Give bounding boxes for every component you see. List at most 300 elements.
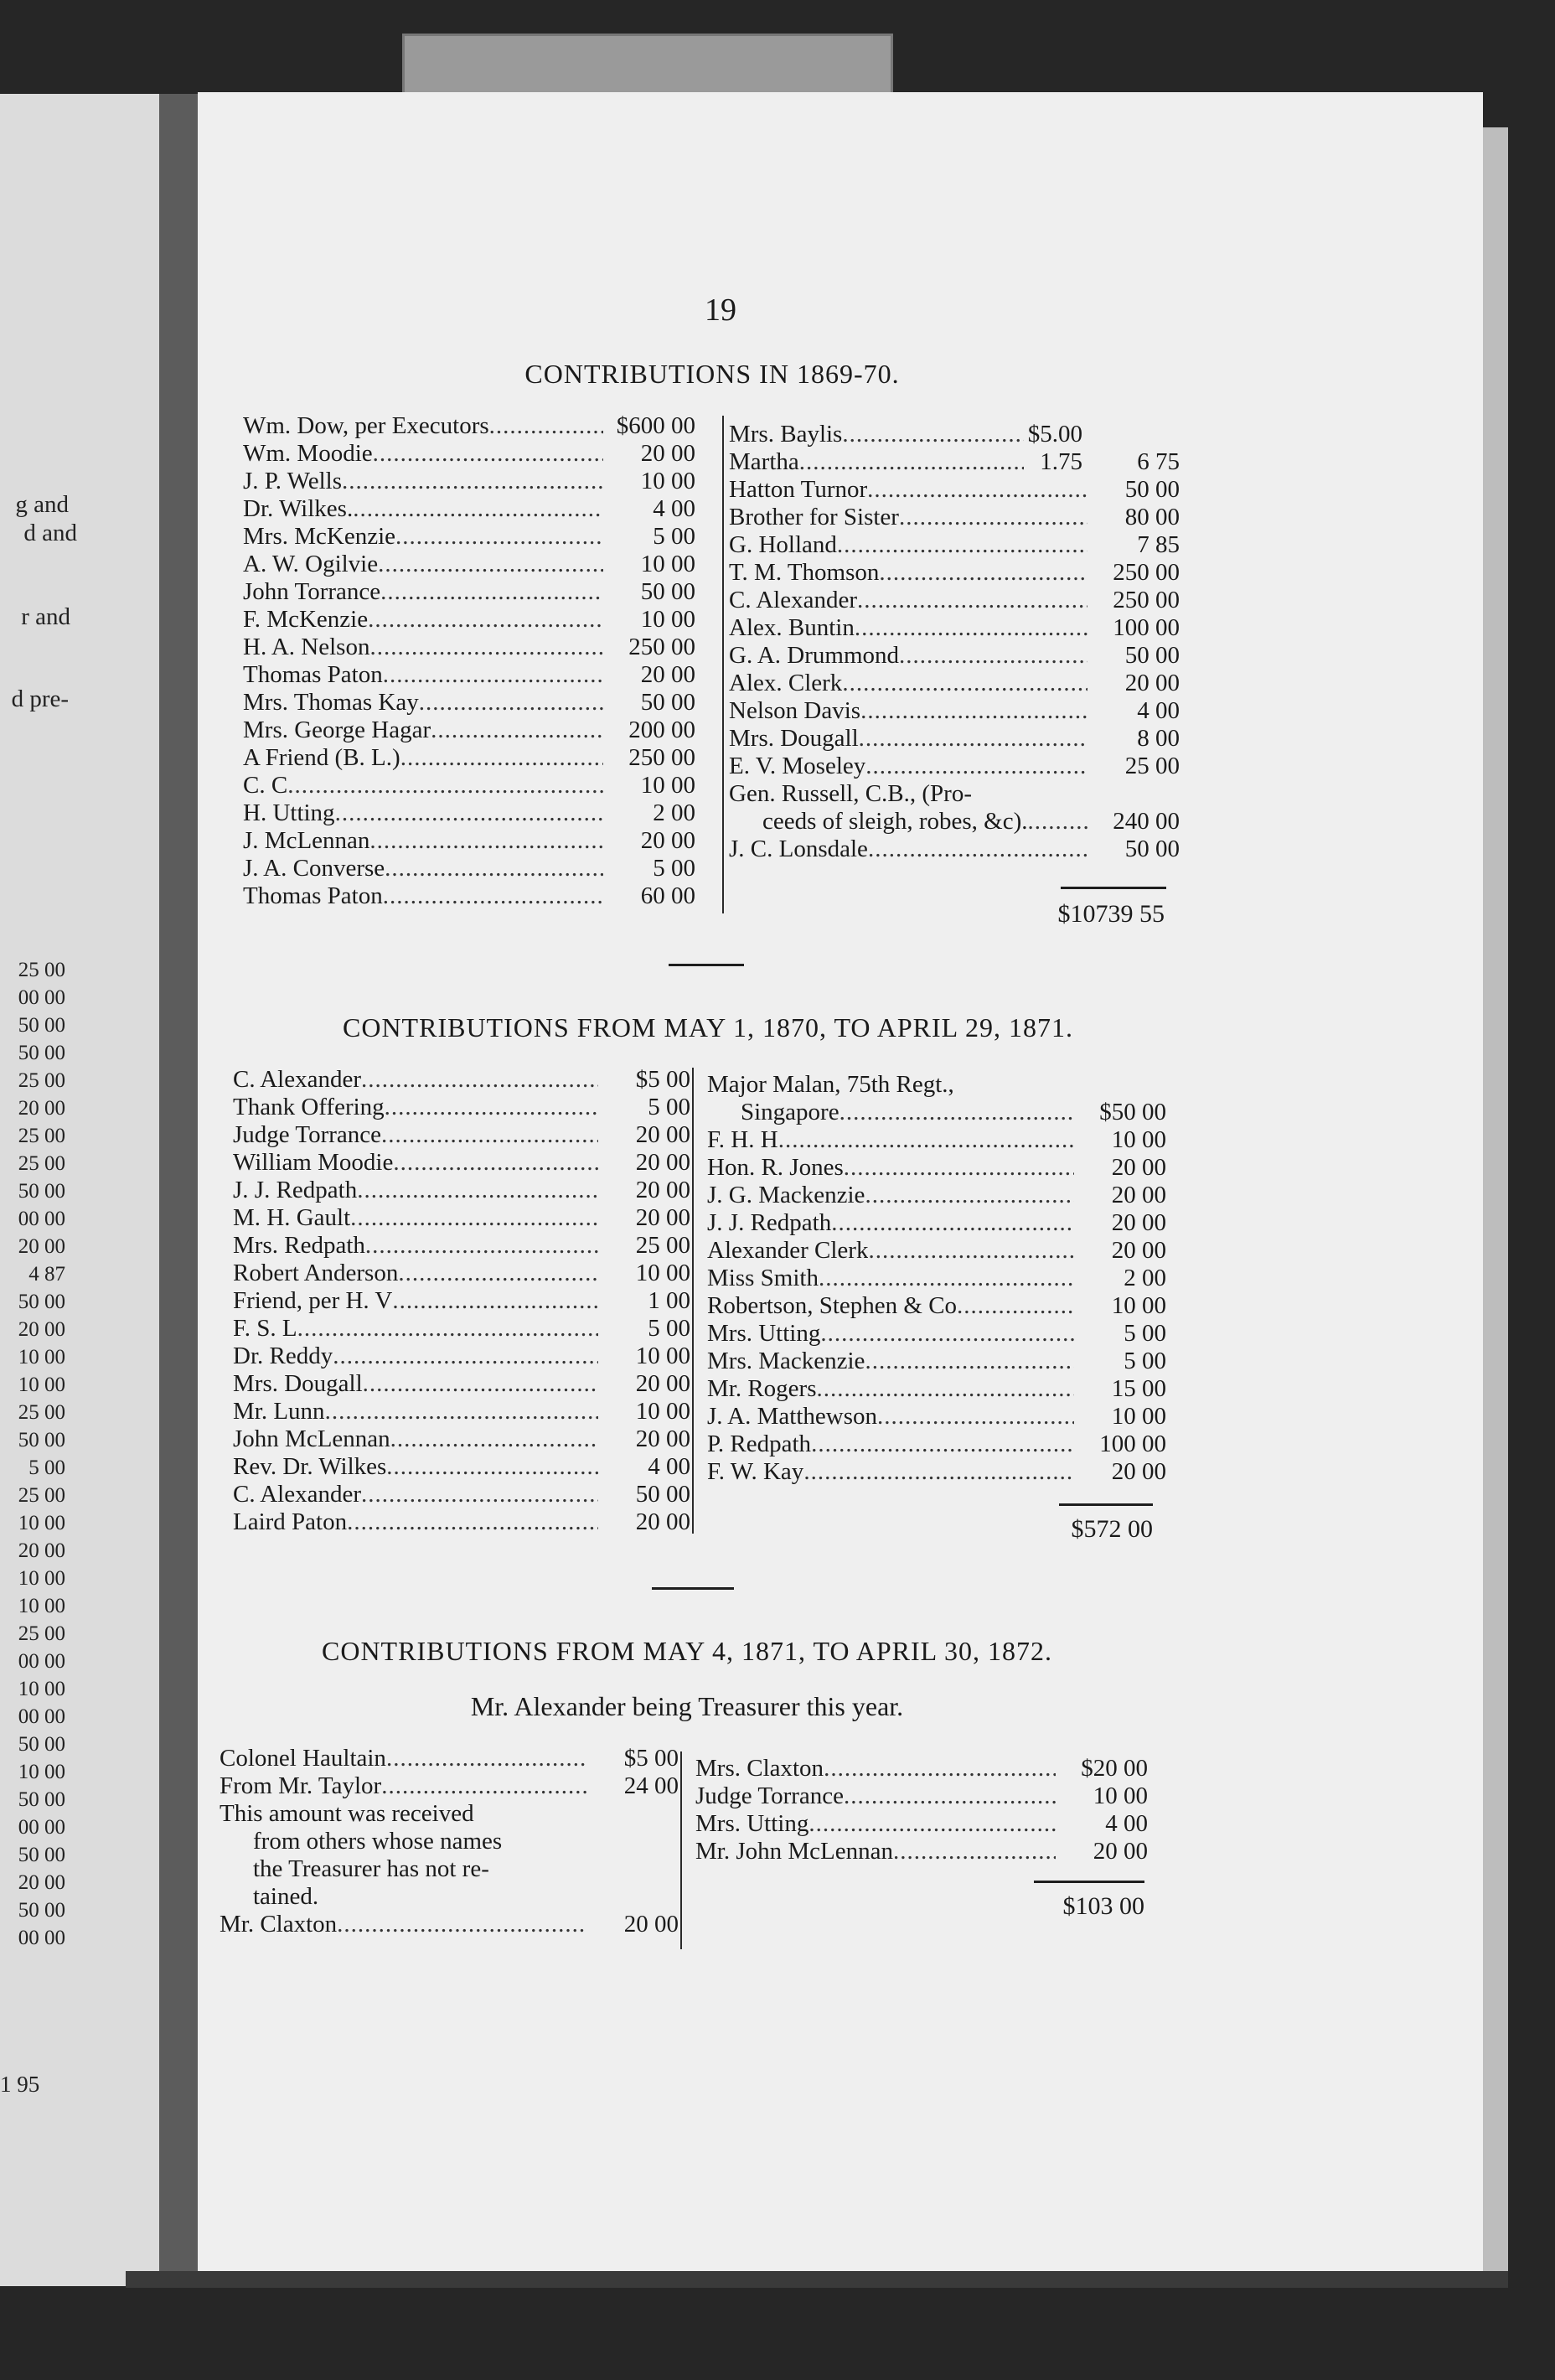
entry-amount: 50 00 [1124,476,1180,503]
dot-leader [868,836,1087,863]
entry-row [729,808,1180,836]
s2-right-column [707,1071,1166,1486]
entry-amount: 10 00 [1111,1126,1166,1153]
entry-row [243,744,695,772]
entry-name: M. H. Gault [233,1204,351,1231]
dot-leader [400,744,603,772]
entry-row [729,697,1180,725]
entry-row [729,642,1180,670]
s1-right-column [729,421,1180,863]
dot-leader [489,412,603,440]
dot-leader [337,1911,586,1938]
entry-amount: 20 00 [1111,1237,1166,1264]
entry-name: From Mr. Taylor [220,1772,382,1799]
entry-name: Alex. Clerk [729,670,843,696]
dot-leader [865,1348,1074,1375]
entry-row [220,1745,679,1772]
page-gutter [159,94,203,2286]
dot-leader [868,1237,1074,1265]
left-page-amount: 50 00 [18,1844,65,1866]
entry-name: Robertson, Stephen & Co [707,1292,958,1319]
entry-name: T. M. Thomson [729,559,880,586]
entry-name: Laird Paton [233,1508,348,1535]
entry-row [233,1066,690,1094]
entry-row [707,1375,1166,1403]
entry-amount: 5 00 [653,523,695,550]
left-page-text-line: r and [21,603,70,630]
entry-name: the Treasurer has not re- [253,1855,489,1882]
entry-row [233,1481,690,1508]
entry-name: Miss Smith [707,1265,819,1291]
entry-row [707,1182,1166,1209]
dot-leader [837,531,1087,559]
entry-row [729,448,1180,476]
entry-amount: 50 00 [1124,836,1180,862]
dot-leader [842,670,1087,697]
entry-name: Rev. Dr. Wilkes [233,1453,387,1480]
entry-name: Gen. Russell, C.B., (Pro- [729,780,972,807]
entry-row [233,1398,690,1425]
left-page-amount: 00 00 [18,1927,65,1949]
entry-row [233,1425,690,1453]
entry-row [233,1343,690,1370]
dot-leader [381,1772,586,1800]
dot-leader [1027,808,1087,836]
dot-leader [824,1755,1056,1782]
left-page-amount: 25 00 [18,1622,65,1645]
entry-amount: 80 00 [1124,504,1180,530]
entry-name: Thank Offering [233,1094,385,1120]
entry-amount: $600 00 [616,412,695,439]
entry-row [707,1237,1166,1265]
entry-amount: 20 00 [640,440,695,467]
entry-row [729,836,1180,863]
entry-amount: 20 00 [635,1121,690,1148]
left-page-text-line: g and [15,491,69,518]
dot-leader [857,587,1087,614]
entry-row [707,1265,1166,1292]
entry-row [243,855,695,882]
entry-name: Brother for Sister [729,504,899,530]
section-title-1869-70: CONTRIBUTIONS IN 1869-70. [524,359,900,389]
entry-row [707,1071,1166,1099]
entry-amount: 10 00 [1111,1403,1166,1430]
entry-row [729,476,1180,504]
left-page-amount: 10 00 [18,1678,65,1700]
left-page-amount: 10 00 [18,1595,65,1617]
section-title-1871-72: CONTRIBUTIONS FROM MAY 4, 1871, TO APRIL 30, 1872. [321,1636,1053,1666]
entry-amount: 20 00 [640,827,695,854]
entry-row [233,1149,690,1177]
entry-amount: 20 00 [1111,1182,1166,1208]
dot-leader [778,1126,1074,1154]
entry-name: G. A. Drummond [729,642,899,669]
entry-amount: 250 00 [628,634,695,660]
entry-row [243,551,695,578]
left-page-text-line: d pre- [11,686,69,712]
left-page-amount: 00 00 [18,1705,65,1728]
entry-name: Mrs. McKenzie [243,523,396,550]
entry-row [233,1204,690,1232]
s2-total-rule [1059,1503,1153,1506]
entry-name: A. W. Ogilvie [243,551,379,577]
dot-leader [385,1094,598,1121]
entry-name: Mrs. Thomas Kay [243,689,419,716]
entry-name: John Torrance [243,578,381,605]
entry-name: Mrs. Mackenzie [707,1348,865,1374]
entry-row [233,1121,690,1149]
s2-left-column [233,1066,690,1536]
divider-1 [669,964,744,966]
entry-name: C. Alexander [729,587,858,613]
entry-name: Hatton Turnor [729,476,868,503]
entry-amount: 2 00 [1124,1265,1166,1291]
entry-amount: 7 85 [1137,531,1180,558]
dot-leader [363,1370,598,1398]
left-page-amount: 00 00 [18,986,65,1009]
bottom-shadow [126,2271,1508,2288]
left-page-amount: 50 00 [18,1180,65,1203]
left-page-amount: 10 00 [18,1374,65,1396]
dot-leader [867,476,1087,504]
dot-leader [844,1782,1056,1810]
entry-amount: 24 00 [623,1772,679,1799]
entry-name: E. V. Moseley [729,753,866,779]
dot-leader [380,578,603,606]
entry-amount: 10 00 [635,1260,690,1286]
entry-amount: 20 00 [1124,670,1180,696]
dot-leader [361,1066,598,1094]
entry-amount: 240 00 [1113,808,1180,835]
entry-name: J. G. Mackenzie [707,1182,865,1208]
entry-row [233,1177,690,1204]
entry-amount: 5 00 [648,1315,690,1342]
dot-leader [386,1453,598,1481]
entry-name: Singapore [741,1099,839,1125]
section-title-1870-71: CONTRIBUTIONS FROM MAY 1, 1870, TO APRIL 29, 1871. [342,1012,1074,1043]
entry-name: J. A. Converse [243,855,385,882]
entry-row [695,1782,1148,1810]
entry-name: F. H. H [707,1126,778,1153]
entry-name: Wm. Moodie [243,440,373,467]
entry-amount: 200 00 [628,717,695,743]
left-page-fragment [0,94,159,2286]
entry-amount: 10 00 [640,468,695,494]
entry-name: G. Holland [729,531,837,558]
entry-amount: 5 00 [653,855,695,882]
entry-name: J. J. Redpath [707,1209,832,1236]
dot-leader [899,642,1087,670]
entry-amount: 8 00 [1137,725,1180,752]
entry-name: Alex. Buntin [729,614,855,641]
entry-row [233,1287,690,1315]
dot-leader [799,448,1024,476]
left-page-amount: 50 00 [18,1733,65,1756]
dot-leader [361,1481,598,1508]
entry-row [233,1232,690,1260]
entry-row [729,421,1180,448]
entry-name: Mr. John McLennan [695,1838,893,1865]
dot-leader [811,1431,1074,1458]
entry-name: F. S. L [233,1315,297,1342]
entry-name: Hon. R. Jones [707,1154,844,1181]
dot-leader [879,559,1087,587]
entry-name: Robert Anderson [233,1260,399,1286]
left-page-amount: 50 00 [18,1042,65,1064]
entry-row [729,531,1180,559]
entry-name: Martha [729,448,799,475]
entry-name: A Friend (B. L.) [243,744,400,771]
dot-leader [865,753,1087,780]
entry-row [707,1431,1166,1458]
dot-leader [819,1265,1074,1292]
entry-row [729,753,1180,780]
entry-name: Mrs. Utting [695,1810,809,1837]
entry-row [233,1315,690,1343]
entry-name: Mrs. George Hagar [243,717,431,743]
dot-leader [287,772,603,799]
entry-amount: 4 00 [648,1453,690,1480]
entry-row [729,780,1180,808]
dot-leader [877,1403,1074,1431]
entry-name: Mr. Lunn [233,1398,325,1425]
entry-name: J. A. Matthewson [707,1403,877,1430]
entry-amount: 6 75 [1137,448,1180,475]
s3-total-rule [1034,1881,1144,1883]
entry-amount: 4 00 [653,495,695,522]
entry-row [233,1370,690,1398]
entry-name: F. W. Kay [707,1458,804,1485]
left-page-amount: 50 00 [18,1899,65,1922]
entry-row [243,661,695,689]
left-page-amount: 20 00 [18,1097,65,1120]
left-page-amount: 10 00 [18,1761,65,1783]
dot-leader [381,1121,598,1149]
entry-row [220,1772,679,1800]
entry-amount: 20 00 [1093,1838,1148,1865]
entry-amount: 10 00 [640,606,695,633]
entry-amount: 20 00 [1111,1154,1166,1181]
s3-column-rule [680,1751,682,1949]
dot-leader [842,421,1024,448]
entry-amount: 250 00 [1113,587,1180,613]
entry-name: Mr. Claxton [220,1911,338,1938]
entry-name: Dr. Wilkes. [243,495,354,522]
left-page-amount: 00 00 [18,1208,65,1230]
dot-leader [393,1149,598,1177]
dot-leader [378,551,603,578]
dot-leader [893,1838,1056,1865]
left-page-amount: 4 87 [28,1263,65,1286]
entry-row [243,799,695,827]
entry-amount: 10 00 [635,1398,690,1425]
entry-row [695,1838,1148,1865]
entry-name: H. Utting [243,799,335,826]
left-page-amount: 10 00 [18,1512,65,1534]
entry-amount: 20 00 [640,661,695,688]
entry-name: Nelson Davis [729,697,861,724]
entry-name: Mrs. Baylis [729,421,843,448]
entry-amount: 4 00 [1105,1810,1148,1837]
entry-amount: 20 00 [635,1370,690,1397]
s2-total: $572 00 [1071,1515,1153,1543]
s1-total: $10739 55 [1057,900,1165,928]
s1-column-rule [722,416,724,913]
entry-amount: 25 00 [635,1232,690,1259]
dot-leader [383,661,603,689]
page-number: 19 [705,292,736,328]
entry-row [695,1755,1148,1782]
entry-row [729,725,1180,753]
entry-amount: 20 00 [1111,1458,1166,1485]
dot-leader [373,440,603,468]
entry-amount: $5 00 [623,1745,679,1772]
entry-row [243,495,695,523]
dot-leader [369,827,603,855]
dot-leader [357,1177,598,1204]
left-page-amount: 10 00 [18,1567,65,1590]
dot-leader [820,1320,1074,1348]
entry-name: Mrs. Utting [707,1320,821,1347]
entry-amount: 100 00 [1099,1431,1166,1457]
entry-name: Mrs. Redpath [233,1232,365,1259]
dot-leader [860,697,1087,725]
dot-leader [803,1458,1074,1486]
entry-amount: 50 00 [640,689,695,716]
entry-amount: 250 00 [628,744,695,771]
section-subtitle-treasurer: Mr. Alexander being Treasurer this year. [470,1691,904,1721]
entry-amount: 50 00 [1124,642,1180,669]
entry-row [233,1508,690,1536]
left-page-amount: 25 00 [18,1401,65,1424]
entry-row [220,1855,679,1883]
left-page-amount: 20 00 [18,1235,65,1258]
entry-row [243,772,695,799]
entry-name: Dr. Reddy [233,1343,333,1369]
entry-amount: 1 00 [648,1287,690,1314]
entry-row [243,689,695,717]
entry-name: Mr. Rogers [707,1375,817,1402]
s3-right-column [695,1755,1148,1865]
entry-row [233,1094,690,1121]
dot-leader [333,1343,598,1370]
entry-subamount: 1.75 [1040,448,1082,475]
entry-name: Mrs. Dougall [233,1370,363,1397]
entry-row [729,504,1180,531]
entry-name: William Moodie [233,1149,394,1176]
entry-row [695,1810,1148,1838]
entry-name: J. McLennan [243,827,370,854]
left-page-text-line: d and [23,520,77,546]
entry-row [243,882,695,910]
dot-leader [347,1508,598,1536]
dot-leader [369,634,603,661]
entry-name: Mrs. Dougall [729,725,859,752]
dot-leader [808,1810,1056,1838]
entry-amount: 100 00 [1113,614,1180,641]
left-page-amount: 20 00 [18,1871,65,1894]
entry-name: Friend, per H. V [233,1287,393,1314]
entry-name: Thomas Paton [243,661,383,688]
left-page-amount: 25 00 [18,1125,65,1147]
dot-leader [342,468,603,495]
left-page-amount: 25 00 [18,959,65,981]
entry-amount: 20 00 [635,1425,690,1452]
dot-leader [395,523,603,551]
dot-leader [431,717,603,744]
entry-name: Colonel Haultain [220,1745,386,1772]
entry-row [220,1911,679,1938]
dot-leader [899,504,1087,531]
entry-amount: $20 00 [1081,1755,1148,1782]
dot-leader [385,855,603,882]
left-page-amount: 50 00 [18,1014,65,1037]
entry-amount: 10 00 [640,772,695,799]
left-page-amount: 20 00 [18,1539,65,1562]
entry-name: This amount was received [220,1800,474,1827]
entry-row [729,587,1180,614]
left-page-total: 1 95 [0,2072,40,2097]
entry-subamount: $5.00 [1027,421,1082,448]
s3-left-column [220,1745,679,1938]
s1-total-rule [1061,887,1166,889]
dot-leader [957,1292,1074,1320]
entry-name: Judge Torrance [233,1121,382,1148]
dot-leader [839,1099,1074,1126]
entry-amount: 20 00 [635,1204,690,1231]
entry-amount: 4 00 [1137,697,1180,724]
entry-amount: 20 00 [1111,1209,1166,1236]
s2-column-rule [692,1068,694,1534]
entry-amount: 10 00 [1093,1782,1148,1809]
left-page-amount: 50 00 [18,1291,65,1313]
entry-name: tained. [253,1883,319,1910]
entry-row [243,827,695,855]
dot-leader [398,1260,598,1287]
entry-amount: 20 00 [635,1149,690,1176]
left-page-amount: 25 00 [18,1069,65,1092]
dot-leader [368,606,603,634]
entry-row [243,717,695,744]
entry-name: Mrs. Claxton [695,1755,824,1782]
dot-leader [365,1232,598,1260]
entry-row [220,1800,679,1828]
entry-name: C. Alexander [233,1066,362,1093]
entry-row [707,1320,1166,1348]
entry-row [707,1458,1166,1486]
left-page-amount: 00 00 [18,1650,65,1673]
entry-name: Judge Torrance [695,1782,845,1809]
entry-row [707,1403,1166,1431]
entry-name: from others whose names [253,1828,503,1855]
entry-amount: $50 00 [1099,1099,1166,1125]
entry-amount: 50 00 [640,578,695,605]
dot-leader [325,1398,598,1425]
entry-name: ceeds of sleigh, robes, &c). [762,808,1028,835]
dot-leader [350,1204,598,1232]
entry-row [233,1453,690,1481]
left-page-amount: 25 00 [18,1152,65,1175]
entry-amount: 10 00 [640,551,695,577]
entry-name: Major Malan, 75th Regt., [707,1071,954,1098]
entry-name: P. Redpath [707,1431,812,1457]
s3-total: $103 00 [1062,1892,1144,1920]
left-page-amount: 50 00 [18,1429,65,1451]
dot-leader [844,1154,1074,1182]
entry-amount: 5 00 [1124,1320,1166,1347]
dot-leader [353,495,603,523]
entry-name: John McLennan [233,1425,390,1452]
